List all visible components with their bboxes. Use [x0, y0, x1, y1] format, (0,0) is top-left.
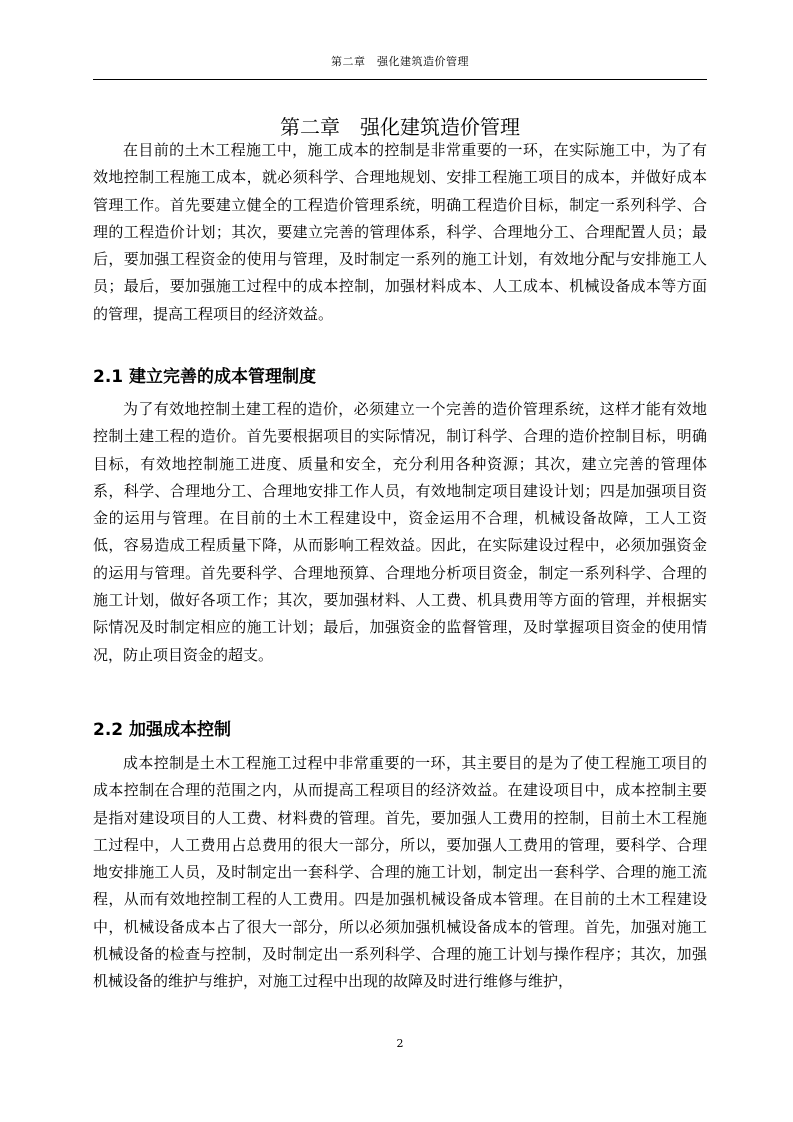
page-number: 2 [396, 1037, 404, 1050]
section-2-2-paragraph: 成本控制是土木工程施工过程中非常重要的一环，其主要目的是为了使工程施工项目的成本控制在合理的范围之内，从而提高工程项目的经济效益。在建设项目中，成本控制主要是指对建设项目的人工费、材料费的管理。首先，要加强人工费用的控制，目前土木工程施工过程中，人工费用占总费用的很大一部分，所以，要加强人工费用的管理，要科学、合理地安排施工人员，及时制定出一套科学、合理的施工计划，制定出一套科学、合理的施工流程，从而有效地控制工程的人工费用。四是加强机械设备成本管理。在目前的土木工程建设中，机械设备成本占了很大一部分，所以必须加强机械设备成本的管理。首先，加强对施工机械设备的检查与控制，及时制定出一系列科学、合理的施工计划与操作程序；其次，加强机械设备的维护与维护，对施工过程中出现的故障及时进行维修与维护， [93, 754, 707, 991]
section-2-1-paragraph: 为了有效地控制土建工程的造价，必须建立一个完善的造价管理系统，这样才能有效地控制土建工程的造价。首先要根据项目的实际情况，制订科学、合理的造价控制目标，明确目标，有效地控制施工进度、质量和安全，充分利用各种资源；其次，建立完善的管理体系，科学、合理地分工、合理地安排工作人员，有效地制定项目建设计划；四是加强项目资金的运用与管理。在目前的土木工程建设中，资金运用不合理，机械设备故障，工人工资低，容易造成工程质量下降，从而影响工程效益。因此，在实际建设过程中，必须加强资金的运用与管理。首先要科学、合理地预算、合理地分析项目资金，制定一系列科学、合理的施工计划，做好各项工作；其次，要加强材料、人工费、机具费用等方面的管理，并根据实际情况及时制定相应的施工计划；最后，加强资金的监督管理，及时掌握项目资金的使用情况，防止项目资金的超支。 [93, 400, 707, 664]
section-heading-2-2: 2.2 加强成本控制 [93, 720, 232, 740]
running-header: 第二章 强化建筑造价管理 [331, 55, 469, 68]
header-divider [93, 79, 707, 80]
chapter-title: 第二章 强化建筑造价管理 [280, 115, 520, 140]
section-heading-2-1: 2.1 建立完善的成本管理制度 [93, 367, 317, 387]
chapter-intro-paragraph: 在目前的土木工程施工中，施工成本的控制是非常重要的一环，在实际施工中，为了有效地控制工程施工成本，就必须科学、合理地规划、安排工程施工项目的成本，并做好成本管理工作。首先要建立健全的工程造价管理系统，明确工程造价目标，制定一系列科学、合理的工程造价计划；其次，要建立完善的管理体系，科学、合理地分工、合理配置人员；最后，要加强工程资金的使用与管理，及时制定一系列的施工计划，有效地分配与安排施工人员；最后，要加强施工过程中的成本控制，加强材料成本、人工成本、机械设备成本等方面的管理，提高工程项目的经济效益。 [93, 141, 707, 323]
